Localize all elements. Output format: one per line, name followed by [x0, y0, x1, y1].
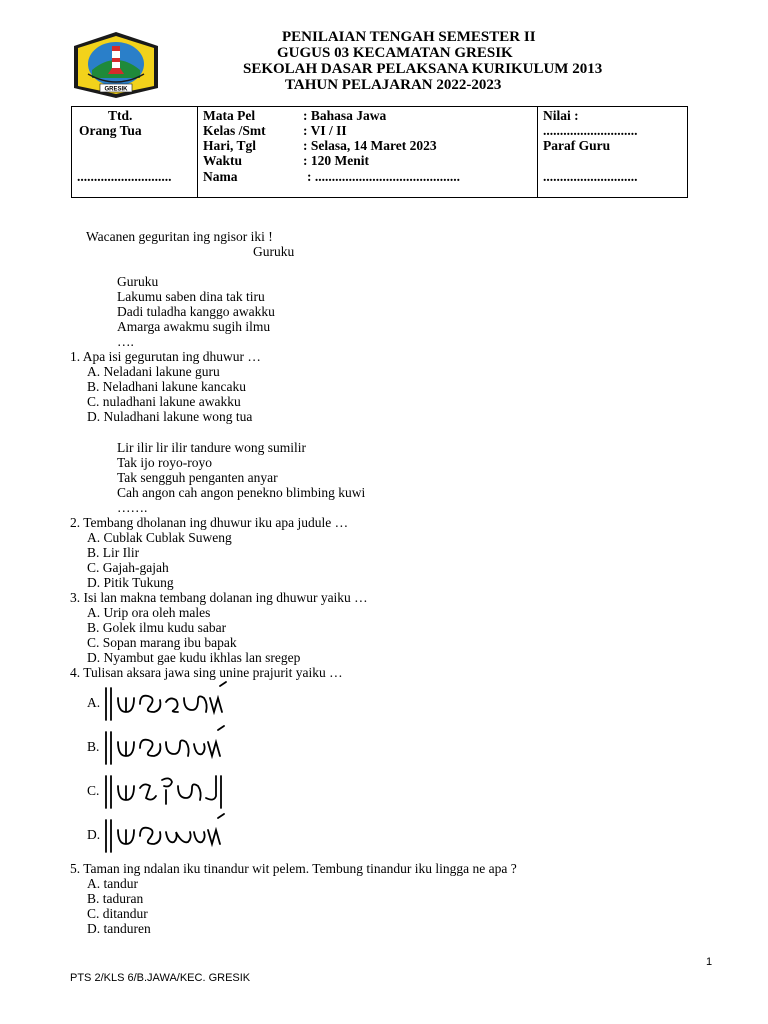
kelas-label: Kelas /Smt	[203, 123, 266, 138]
header-line-4: TAHUN PELAJARAN 2022-2023	[285, 77, 502, 93]
javanese-script-a	[100, 680, 230, 724]
q3-option-b[interactable]: B. Golek ilmu kudu sabar	[87, 620, 227, 635]
javanese-script-b	[100, 724, 225, 768]
q3-option-d[interactable]: D. Nyambut gae kudu ikhlas lan sregep	[87, 650, 301, 665]
hari-value: : Selasa, 14 Maret 2023	[303, 138, 437, 153]
hari-label: Hari, Tgl	[203, 138, 257, 153]
poem-title: Guruku	[253, 244, 295, 259]
poem-line: Lakumu saben dina tak tiru	[117, 289, 265, 304]
table-divider	[537, 107, 538, 197]
header-line-3: SEKOLAH DASAR PELAKSANA KURIKULUM 2013	[243, 61, 603, 77]
school-logo	[70, 30, 162, 100]
song-line: Cah angon cah angon penekno blimbing kuwi	[117, 485, 366, 500]
mapel-label: Mata Pel	[203, 108, 256, 123]
waktu-value: : 120 Menit	[303, 153, 369, 168]
song-line: Lir ilir lir ilir tandure wong sumilir	[117, 440, 306, 455]
q4-option-c-label[interactable]: C.	[87, 783, 100, 798]
q5-option-d[interactable]: D. tanduren	[87, 921, 151, 936]
orang-tua-label: Orang Tua	[79, 123, 142, 138]
q4-option-d-label[interactable]: D.	[87, 827, 101, 842]
instruction-text: Wacanen geguritan ing ngisor iki !	[86, 229, 273, 244]
q3-option-a[interactable]: A. Urip ora oleh males	[87, 605, 211, 620]
javanese-script-d	[100, 812, 225, 856]
nama-field[interactable]: : ...........................................	[307, 169, 460, 184]
kelas-value: : VI / II	[303, 123, 347, 138]
header-line-2: GUGUS 03 KECAMATAN GRESIK	[277, 45, 513, 61]
q1-option-b[interactable]: B. Neladhani lakune kancaku	[87, 379, 246, 394]
q3-option-c[interactable]: C. Sopan marang ibu bapak	[87, 635, 237, 650]
nilai-field: ............................	[543, 123, 638, 138]
q5-option-a[interactable]: A. tandur	[87, 876, 138, 891]
q1-option-c[interactable]: C. nuladhani lakune awakku	[87, 394, 241, 409]
paraf-guru-label: Paraf Guru	[543, 138, 611, 153]
question-3: 3. Isi lan makna tembang dolanan ing dhuwur yaiku …	[70, 590, 368, 605]
song-line: …….	[117, 500, 148, 515]
table-divider	[197, 107, 198, 197]
question-4: 4. Tulisan aksara jawa sing unine prajurit yaiku …	[70, 665, 343, 680]
parent-signature-field: ............................	[77, 169, 172, 184]
nilai-label: Nilai :	[543, 108, 579, 123]
ttd-label: Ttd.	[108, 108, 133, 123]
paraf-guru-field: ............................	[543, 169, 638, 184]
q5-option-b[interactable]: B. taduran	[87, 891, 144, 906]
question-2: 2. Tembang dholanan ing dhuwur iku apa judule …	[70, 515, 349, 530]
q4-option-b-label[interactable]: B.	[87, 739, 100, 754]
header-line-1: PENILAIAN TENGAH SEMESTER II	[282, 29, 536, 45]
mapel-value: : Bahasa Jawa	[303, 108, 387, 123]
q1-option-d[interactable]: D. Nuladhani lakune wong tua	[87, 409, 253, 424]
poem-line: Dadi tuladha kanggo awakku	[117, 304, 275, 319]
poem-line: Guruku	[117, 274, 159, 289]
poem-line: ….	[117, 334, 134, 349]
q2-option-b[interactable]: B. Lir Ilir	[87, 545, 140, 560]
question-5: 5. Taman ing ndalan iku tinandur wit pelem. Tembung tinandur iku lingga ne apa ?	[70, 861, 517, 876]
page-footer: PTS 2/KLS 6/B.JAWA/KEC. GRESIK	[70, 972, 251, 984]
page-number: 1	[706, 956, 713, 968]
logo-text: GRESIK	[104, 86, 128, 93]
nama-label: Nama	[203, 169, 238, 184]
q1-option-a[interactable]: A. Neladani lakune guru	[87, 364, 220, 379]
q2-option-d[interactable]: D. Pitik Tukung	[87, 575, 174, 590]
song-line: Tak sengguh penganten anyar	[117, 470, 278, 485]
javanese-script-c	[100, 768, 225, 812]
q5-option-c[interactable]: C. ditandur	[87, 906, 148, 921]
question-1: 1. Apa isi gegurutan ing dhuwur …	[70, 349, 261, 364]
song-line: Tak ijo royo-royo	[117, 455, 213, 470]
q4-option-a-label[interactable]: A.	[87, 695, 101, 710]
q2-option-a[interactable]: A. Cublak Cublak Suweng	[87, 530, 232, 545]
q2-option-c[interactable]: C. Gajah-gajah	[87, 560, 169, 575]
waktu-label: Waktu	[203, 153, 243, 168]
poem-line: Amarga awakmu sugih ilmu	[117, 319, 271, 334]
